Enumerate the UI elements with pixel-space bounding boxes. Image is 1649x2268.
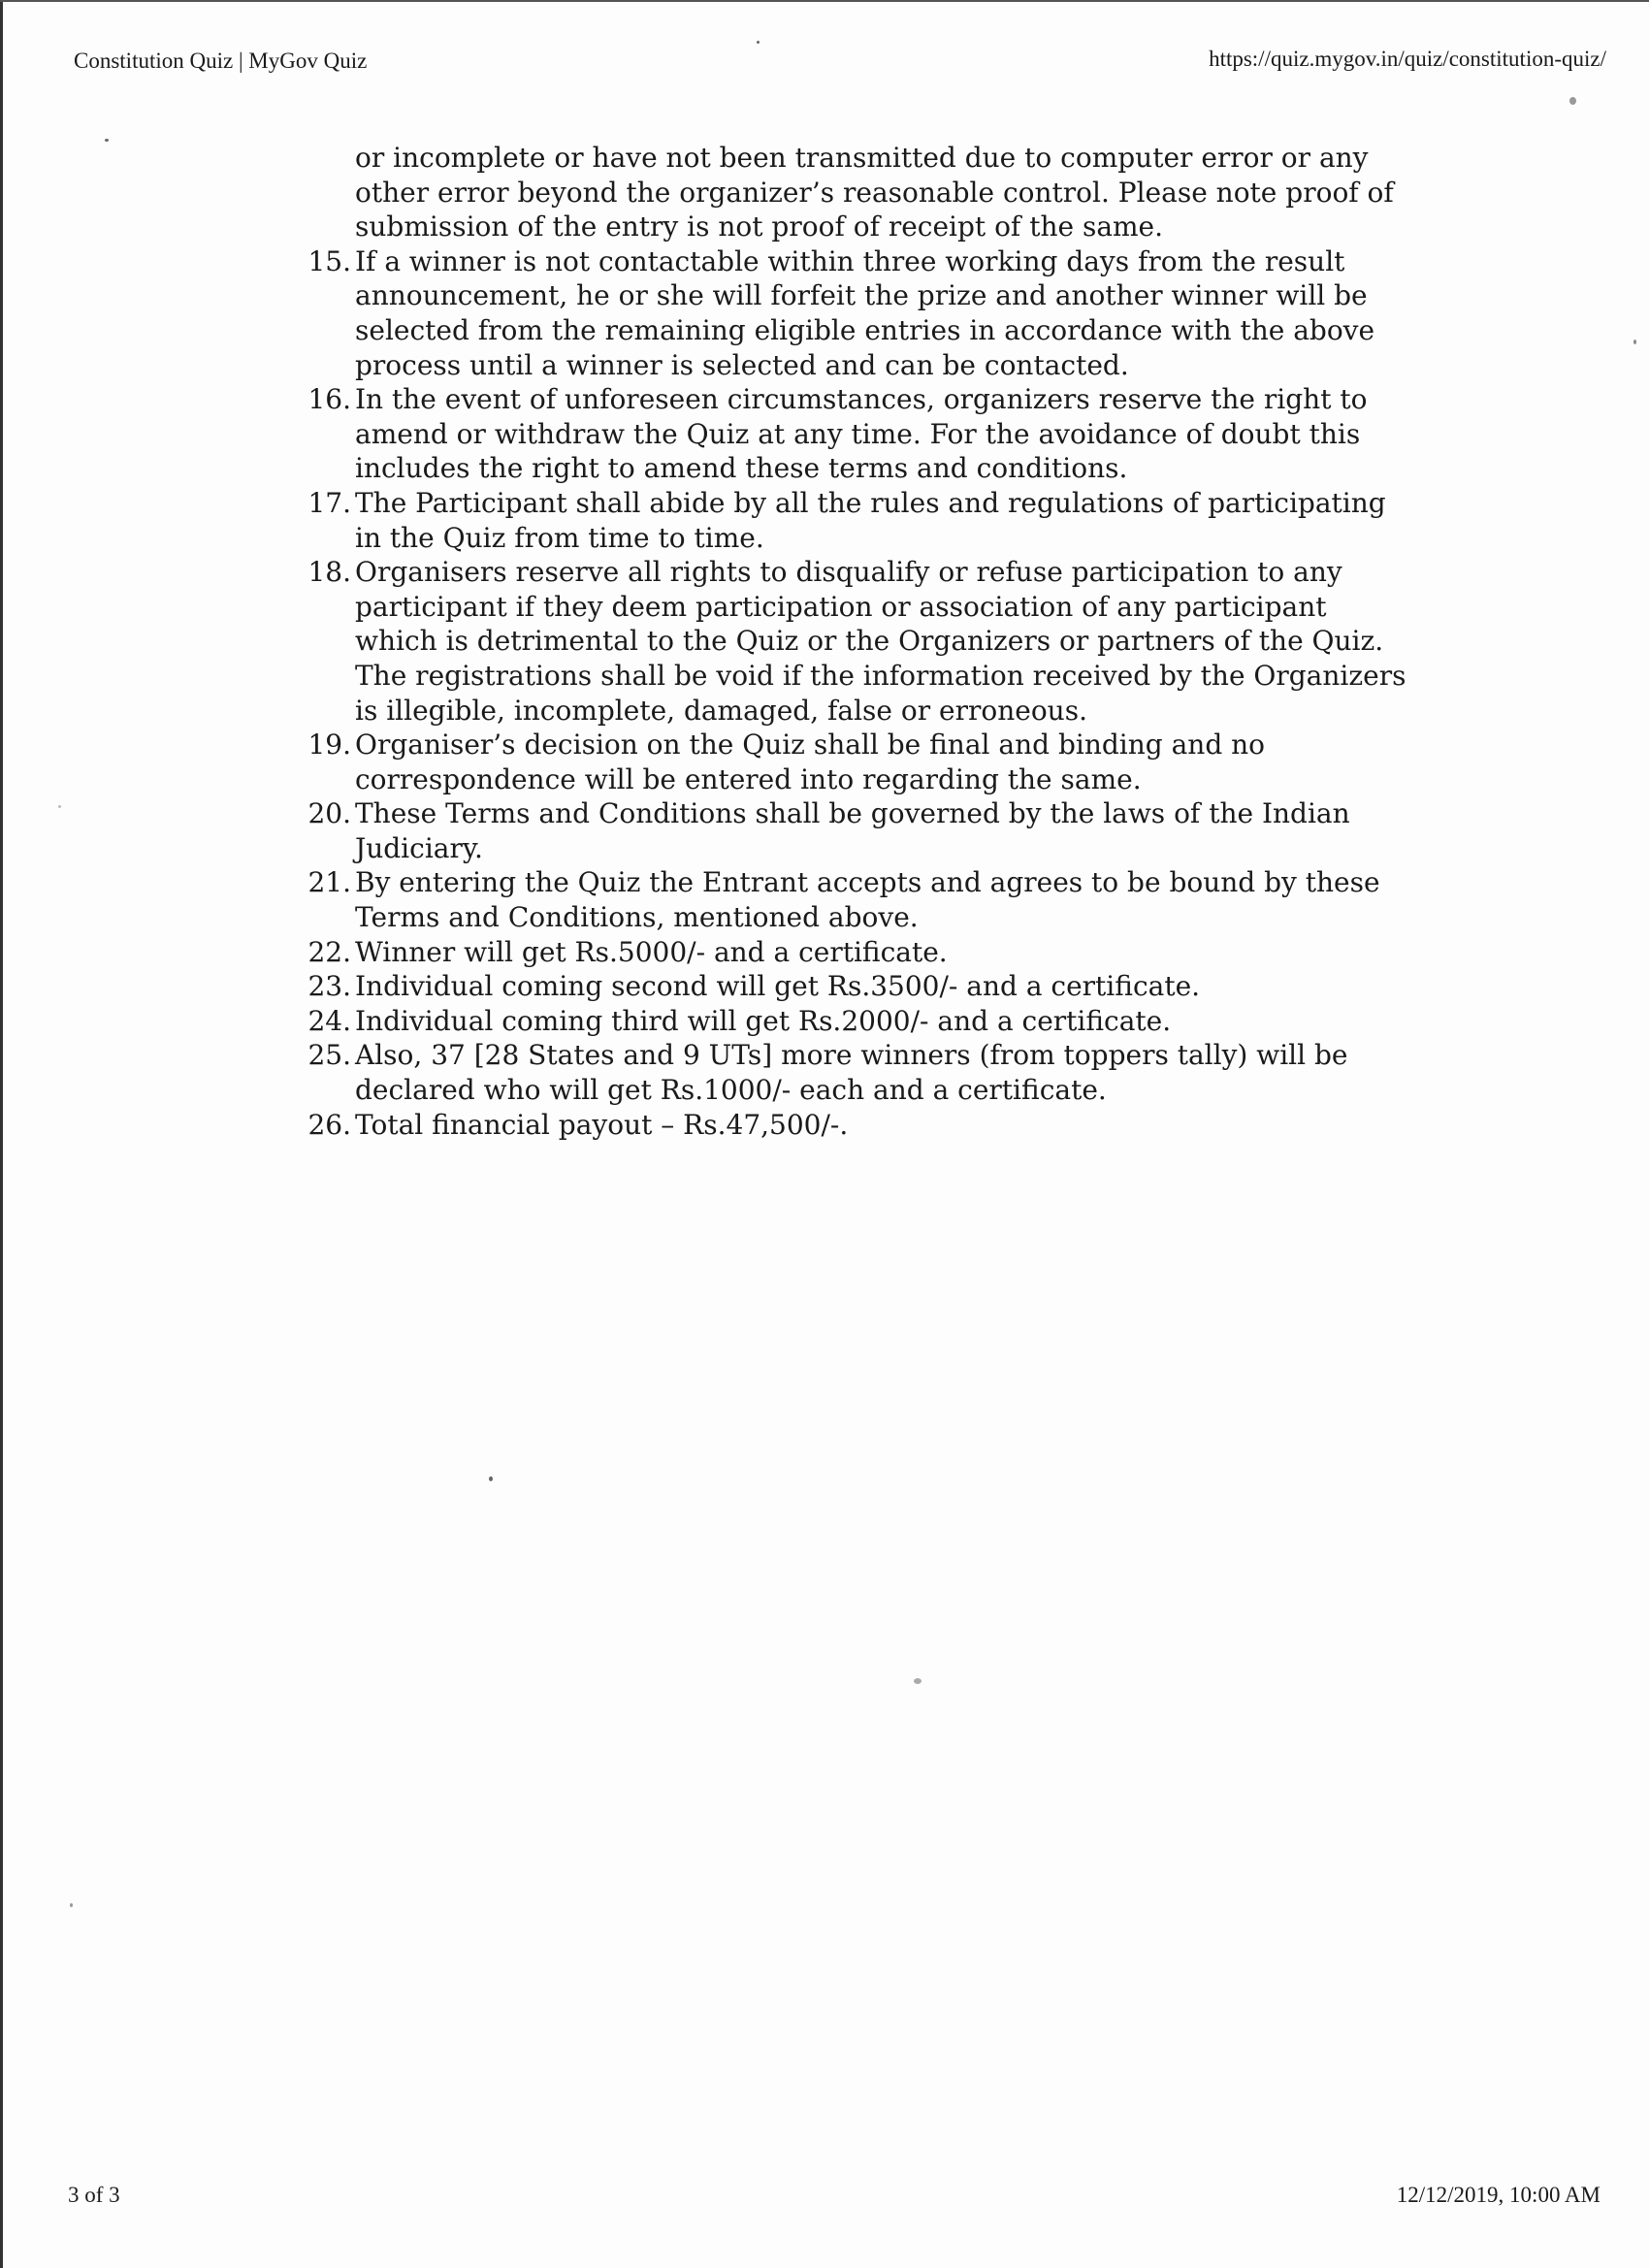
scan-edge-left (0, 0, 3, 2268)
item-number: 19. (307, 729, 351, 761)
scan-speck (70, 1903, 73, 1907)
print-footer-page: 3 of 3 (68, 2183, 120, 2207)
item-number: 26. (307, 1108, 351, 1141)
list-item (291, 486, 1406, 555)
scan-speck (914, 1678, 922, 1684)
scan-speck (757, 41, 760, 44)
item-text: Winner will get Rs.5000/- and a certificate. (355, 935, 948, 968)
print-header-url: https://quiz.mygov.in/quiz/constitution-quiz/ (1209, 47, 1606, 71)
scan-speck (1633, 340, 1636, 344)
continuation-paragraph: or incomplete or have not been transmitted due to computer error or any other error beyond the organizer’s reasonable control. Please note proof of submission of the entry is not proof of receipt of the same. (355, 142, 1394, 243)
list-item (291, 796, 1406, 865)
item-number: 22. (307, 935, 351, 968)
list-item (291, 555, 1406, 728)
list-item (291, 728, 1406, 796)
scan-speck (105, 139, 109, 142)
item-text: By entering the Quiz the Entrant accepts and agrees to be bound by these Terms and Conditions, mentioned above. (355, 866, 1380, 934)
item-number: 20. (307, 797, 351, 830)
item-number: 25. (307, 1039, 351, 1072)
print-header-title: Constitution Quiz | MyGov Quiz (74, 49, 368, 73)
terms-list (291, 244, 1406, 1142)
list-item (291, 935, 1406, 970)
scan-speck (58, 805, 61, 808)
item-number: 23. (307, 970, 351, 1003)
list-item (291, 382, 1406, 486)
item-text: These Terms and Conditions shall be governed by the laws of the Indian Judiciary. (355, 797, 1350, 864)
item-text: If a winner is not contactable within three working days from the result announcement, he or she will forfeit the prize and another winner will be selected from the remaining eligible entries in accordance with the above process until a winner is selected and can be contacted. (355, 244, 1375, 381)
item-text: Also, 37 [28 States and 9 UTs] more winners (from toppers tally) will be declared who will get Rs.1000/- each and a certificate. (355, 1039, 1348, 1107)
item-number: 15. (307, 244, 351, 277)
item-number: 24. (307, 1004, 351, 1037)
item-number: 21. (307, 866, 351, 899)
list-item (291, 969, 1406, 1004)
item-number: 16. (307, 383, 351, 416)
item-text: Individual coming third will get Rs.2000/- and a certificate. (355, 1004, 1172, 1037)
item-text: Organiser’s decision on the Quiz shall be final and binding and no correspondence will be entered into regarding the same. (355, 729, 1266, 795)
item-text: Organisers reserve all rights to disqualify or refuse participation to any participant if they deem participation or association of any participant which is detrimental to the Quiz or the Organizers or partners of the Quiz. The registrations shall be void if the information received by the Organizers is illegible, incomplete, damaged, false or erroneous. (355, 556, 1406, 727)
list-item (291, 1038, 1406, 1107)
item-text: In the event of unforeseen circumstances, organizers reserve the right to amend or withdraw the Quiz at any time. For the avoidance of doubt this includes the right to amend these terms and conditions. (355, 383, 1368, 485)
list-item (291, 1004, 1406, 1039)
list-item (291, 244, 1406, 382)
scan-edge-top (0, 0, 1649, 2)
scan-speck (1569, 97, 1576, 105)
item-text: The Participant shall abide by all the rules and regulations of participating in the Quiz from time to time. (355, 486, 1386, 554)
list-item (291, 865, 1406, 934)
scan-speck (489, 1476, 493, 1481)
print-footer-timestamp: 12/12/2019, 10:00 AM (1396, 2183, 1600, 2207)
item-text: Individual coming second will get Rs.3500/- and a certificate. (355, 970, 1201, 1003)
item-number: 18. (307, 556, 351, 589)
item-text: Total financial payout – Rs.47,500/-. (355, 1108, 849, 1141)
item-number: 17. (307, 486, 351, 519)
list-item (291, 1108, 1406, 1143)
terms-content (291, 141, 1406, 1142)
